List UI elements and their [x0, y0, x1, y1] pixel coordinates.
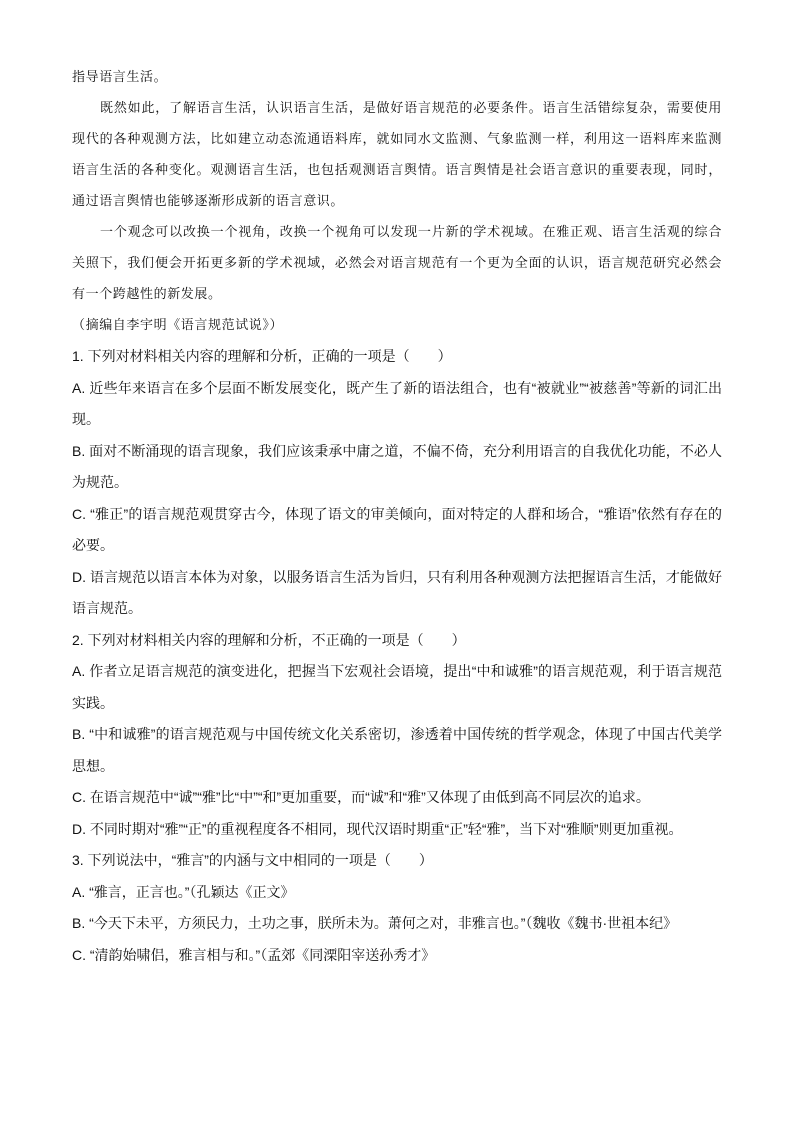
question-stem: 1. 下列对材料相关内容的理解和分析，正确的一项是（ ）: [72, 348, 452, 364]
option-c: C. “雅正”的语言规范观贯穿古今，体现了语文的审美倾向，面对特定的人群和场合，“雅语”依然有存在的必要。: [72, 505, 722, 553]
question-2: [72, 625, 722, 846]
document-page: [72, 62, 722, 971]
option-b: B. 面对不断涌现的语言现象，我们应该秉承中庸之道，不偏不倚，充分利用语言的自我优化功能，不必人为规范。: [72, 442, 722, 490]
passage-paragraph: 既然如此，了解语言生活，认识语言生活，是做好语言规范的必要条件。语言生活错综复杂，需要使用现代的各种观测方法，比如建立动态流通语料库，就如同水文监测、气象监测一样，利用这一语料库来监测语言生活的各种变化。观测语言生活，也包括观测语言舆情。语言舆情是社会语言意识的重要表现，同时，通过语言舆情也能够逐渐形成新的语言意识。: [72, 101, 722, 209]
option-a: A. 近些年来语言在多个层面不断发展变化，既产生了新的语法组合，也有“被就业”“被慈善”等新的词汇出现。: [72, 379, 722, 427]
option-c: C. 在语言规范中“诚”“雅”比“中”“和”更加重要，而“诚”和“雅”又体现了由低到高不同层次的追求。: [72, 789, 650, 805]
question-3: [72, 845, 722, 971]
passage-paragraph: 一个观念可以改换一个视角，改换一个视角可以发现一片新的学术视域。在雅正观、语言生活观的综合关照下，我们便会开拓更多新的学术视域，必然会对语言规范有一个更为全面的认识，语言规范研究必然会有一个跨越性的新发展。: [72, 225, 722, 302]
question-1: [72, 341, 722, 625]
option-b: B. “中和诚雅”的语言规范观与中国传统文化关系密切，渗透着中国传统的哲学观念，体现了中国古代美学思想。: [72, 726, 722, 774]
reading-passage: [72, 62, 722, 341]
question-stem: 2. 下列对材料相关内容的理解和分析，不正确的一项是（ ）: [72, 631, 466, 648]
option-a: A. “雅言，正言也。”（孔颖达《正文》: [72, 883, 295, 900]
question-stem: 3. 下列说法中，“雅言”的内涵与文中相同的一项是（ ）: [72, 852, 433, 868]
passage-line: 指导语言生活。: [72, 70, 168, 85]
passage-source: （摘编自李宇明《语言规范试说》）: [72, 318, 284, 333]
option-a: A. 作者立足语言规范的演变进化，把握当下宏观社会语境，提出“中和诚雅”的语言规范观，利于语言规范实践。: [72, 663, 722, 711]
option-d: D. 不同时期对“雅”“正”的重视程度各不相同，现代汉语时期重“正”轻“雅”，当下对“雅顺”则更加重视。: [72, 820, 683, 837]
option-d: D. 语言规范以语言本体为对象，以服务语言生活为旨归，只有利用各种观测方法把握语言生活，才能做好语言规范。: [72, 568, 722, 616]
option-b: B. “今天下未平，方须民力，土功之事，朕所未为。萧何之对，非雅言也。”（魏收《魏书·世祖本纪》: [72, 915, 678, 931]
option-c: C. “清韵始啸侣，雅言相与和。”（孟郊《同溧阳宰送孙秀才》: [72, 946, 436, 963]
question-list: [72, 341, 722, 971]
